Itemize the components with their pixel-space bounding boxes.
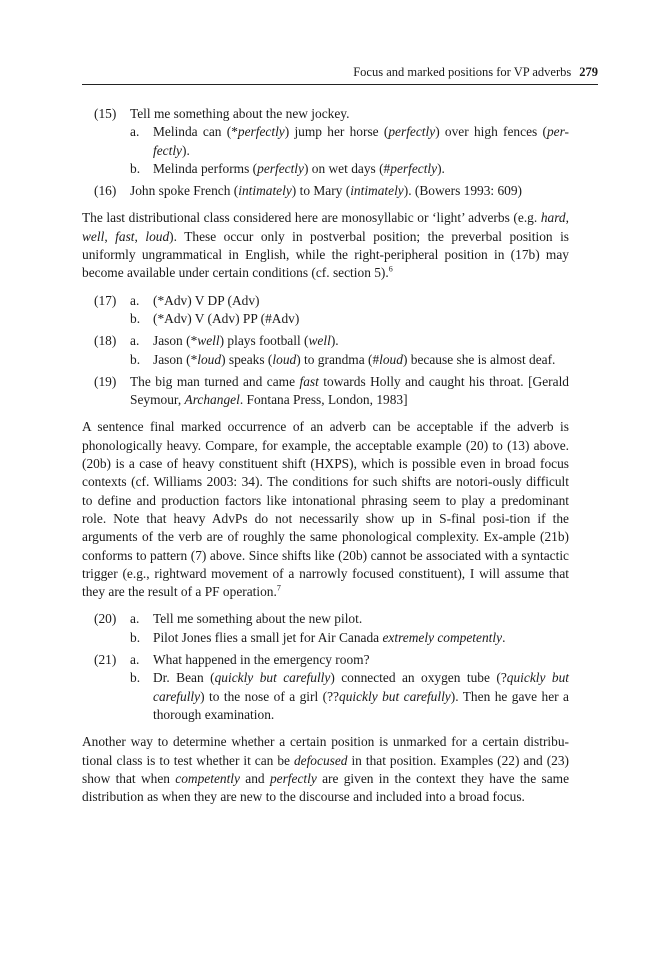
sub-letter: b. [130, 670, 141, 686]
example-20b: b. Pilot Jones flies a small jet for Air Canada extremely competently. [130, 629, 569, 647]
example-15 [82, 105, 569, 178]
running-title: Focus and marked positions for VP adverbs [353, 65, 572, 79]
sub-letter: a. [130, 292, 140, 308]
paragraph-defocusing: Another way to determine whether a certain position is unmarked for a certain distribu-tional class is to test whether it can be defocused in that position. Examples (22) and (23) show that when competently and perfectly are given in the context they have the same distribution as when they are new to the discourse and included into a broad focus. [82, 734, 570, 805]
page-number: 279 [579, 65, 598, 79]
sub-letter: a. [130, 124, 140, 140]
example-number: (16) [94, 183, 117, 199]
footnote-ref[interactable]: 6 [388, 264, 393, 274]
example-15b: b. Melinda performs (perfectly) on wet days (#perfectly). [130, 160, 569, 178]
sub-letter: b. [130, 160, 141, 176]
example-18 [82, 332, 569, 369]
sub-letter: b. [130, 310, 141, 326]
example-17b: b. (*Adv) V (Adv) PP (#Adv) [130, 310, 569, 328]
paragraph-heavy-adverbs: A sentence final marked occurrence of an adverb can be acceptable if the adverb is phonologically heavy. Compare, for example, the acceptable example (20) to (13) above. (20b) is a case of heavy constituent shift (HXPS), which is possible even in broad focus contexts (cf. Williams 2003: 34). The conditions for such shifts are notori-ously difficult to define and production factors like intonational phrasing seem to play a predominant role. Note that heavy AdvPs do not necessarily show up in S-final posi-tion if the arguments of the verb are of roughly the same phonological complexity. Ex-ample (21b) conforms to pattern (7) above. Since shifts like (20b) cannot be associated with a syntactic trigger (e.g., rightward movement of a narrowly focused constituent), I will assume that they are the result of a PF operation.$^7$ [82, 419, 569, 600]
footnote-ref[interactable]: 7 [276, 583, 281, 593]
example-text: The big man turned and came fast towards Holly and caught his throat. [Gerald Seymour, Archangel. Fontana Press, London, 1983] [130, 373, 569, 408]
example-18a: a. Jason (*well) plays football (well). [130, 332, 569, 350]
example-18b: b. Jason (*loud) speaks (loud) to grandma (#loud) because she is almost deaf. [130, 351, 569, 369]
example-20a: a. Tell me something about the new pilot. [130, 610, 569, 628]
example-17 [82, 292, 569, 329]
example-17a: a. (*Adv) V DP (Adv) [130, 292, 569, 310]
example-text: John spoke French (intimately) to Mary (intimately). (Bowers 1993: 609) [130, 183, 523, 199]
example-21 [82, 651, 569, 724]
header-rule [82, 84, 598, 85]
example-number: (20) [94, 611, 117, 627]
sub-letter: a. [130, 652, 140, 668]
example-21a: a. What happened in the emergency room? [130, 651, 569, 669]
example-number: (18) [94, 333, 117, 349]
example-16 [82, 182, 569, 200]
example-number: (15) [94, 106, 117, 121]
example-number: (21) [94, 652, 117, 668]
example-number: (17) [94, 292, 117, 308]
running-header [82, 64, 598, 80]
example-20 [82, 610, 569, 647]
page-body [82, 105, 569, 806]
paragraph-light-adverbs: The last distributional class considered here are monosyllabic or ‘light’ adverbs (e.g. hard, well, fast, loud). These occur only in postverbal position; the preverbal position is uniformly ungrammatical in English, while the right-peripheral position in (17b) may become available under certain conditions (cf. section 5).$^6$ [82, 210, 570, 281]
example-lead: Tell me something about the new jockey. [130, 106, 350, 121]
example-15a: a. Melinda can (*perfectly) jump her horse (perfectly) over high fences (per-fectly). [130, 124, 569, 158]
example-21b: b. Dr. Bean (quickly but carefully) connected an oxygen tube (?quickly but carefully) to the nose of a girl (??quickly but carefully). Then he gave her a thorough examination. [130, 670, 569, 722]
sub-letter: b. [130, 351, 141, 367]
sub-letter: b. [130, 629, 141, 645]
sub-letter: a. [130, 611, 140, 627]
sub-letter: a. [130, 333, 140, 349]
example-number: (19) [94, 373, 117, 389]
example-19 [82, 373, 569, 410]
